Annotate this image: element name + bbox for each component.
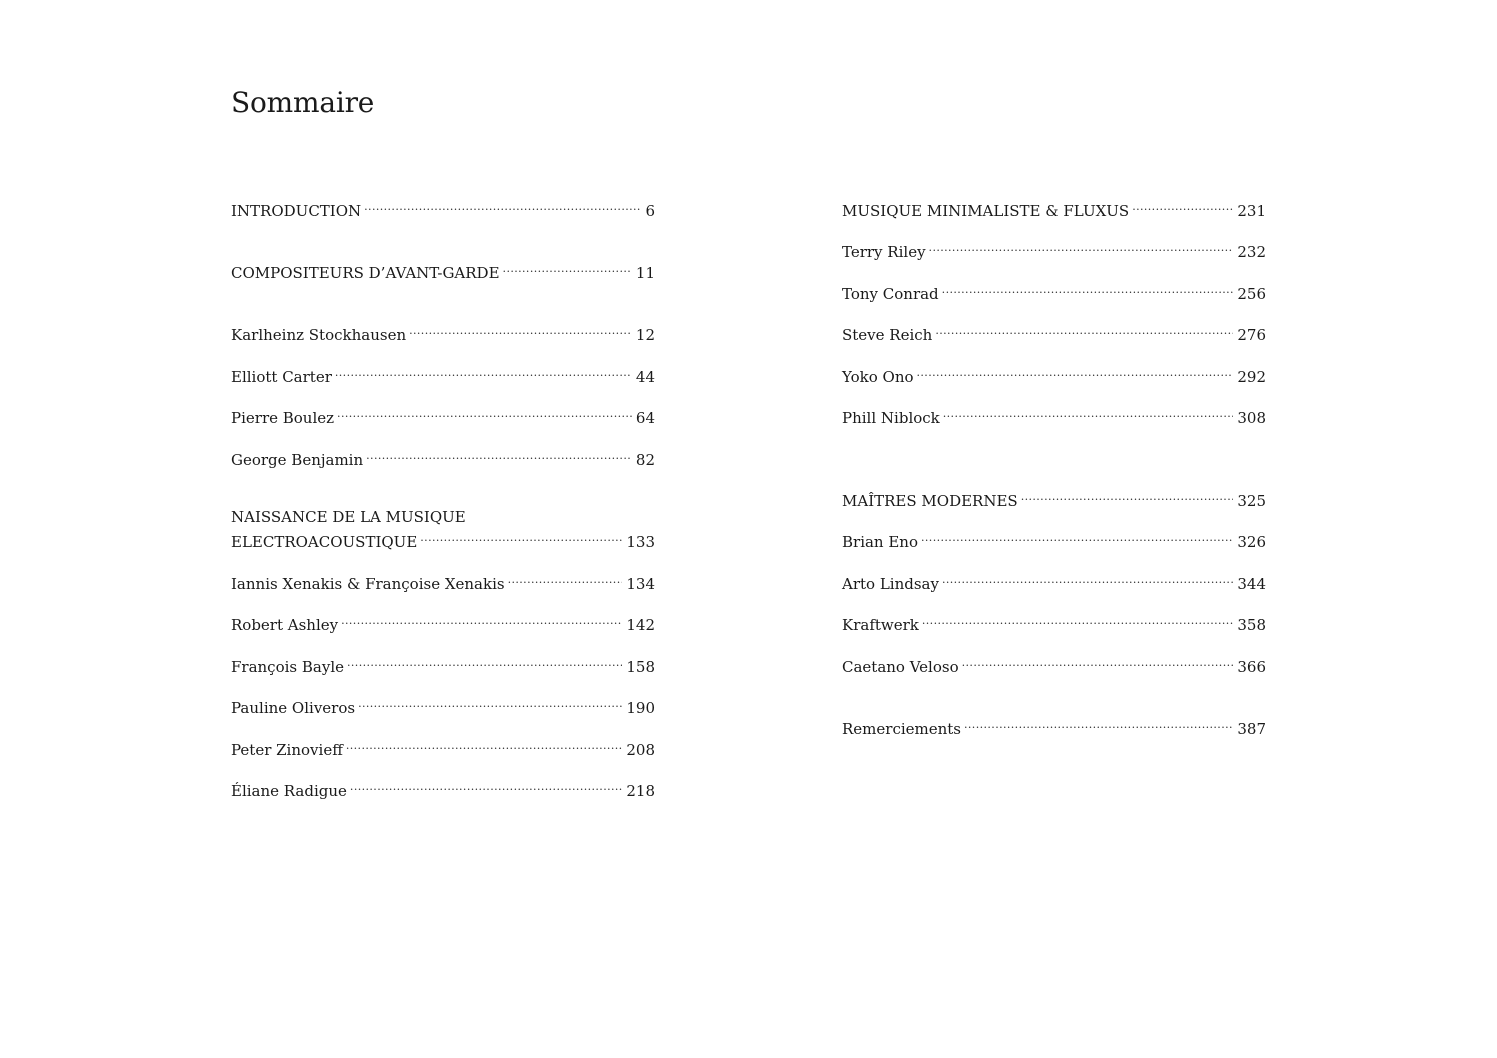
toc-entry-conrad[interactable] (842, 279, 1266, 304)
toc-section-maitres-modernes[interactable] (842, 486, 1266, 511)
toc-entry-page: 366 (1237, 658, 1266, 676)
dot-leader (1021, 486, 1234, 506)
dot-leader (929, 237, 1234, 257)
dot-leader (1132, 196, 1233, 216)
toc-entry-label: Yoko Ono (842, 368, 914, 386)
dot-leader (921, 527, 1233, 547)
toc-entry-label: Karlheinz Stockhausen (231, 326, 407, 344)
toc-entry-lindsay[interactable] (842, 569, 1266, 594)
toc-entry-page: 158 (626, 658, 655, 676)
toc-entry-label: Kraftwerk (842, 616, 919, 634)
dot-leader (350, 776, 622, 796)
toc-entry-label: Peter Zinovieff (231, 741, 343, 759)
toc-entry-ashley[interactable] (231, 610, 655, 635)
toc-entry-stockhausen[interactable] (231, 320, 655, 345)
dot-leader (922, 610, 1233, 630)
toc-entry-label: MAÎTRES MODERNES (842, 492, 1018, 510)
toc-entry-kraftwerk[interactable] (842, 610, 1266, 635)
toc-entry-xenakis[interactable] (231, 569, 655, 594)
toc-entry-page: 256 (1237, 285, 1266, 303)
toc-entry-boulez[interactable] (231, 403, 655, 428)
toc-entry-page: 276 (1237, 326, 1266, 344)
toc-section-compositeurs[interactable] (231, 258, 655, 283)
toc-entry-label: Caetano Veloso (842, 658, 959, 676)
toc-entry-label: Tony Conrad (842, 285, 939, 303)
toc-entry-label-line1: NAISSANCE DE LA MUSIQUE (231, 508, 466, 526)
dot-leader (364, 196, 641, 216)
dot-leader (917, 362, 1234, 382)
page-title: Sommaire (231, 86, 375, 119)
toc-entry-label: ELECTROACOUSTIQUE (231, 533, 418, 551)
toc-entry-label: Pauline Oliveros (231, 699, 356, 717)
toc-entry-page: 134 (626, 575, 655, 593)
toc-entry-eno[interactable] (842, 527, 1266, 552)
toc-entry-niblock[interactable] (842, 403, 1266, 428)
toc-entry-label: Phill Niblock (842, 409, 940, 427)
dot-leader (337, 403, 632, 423)
dot-leader (942, 279, 1234, 299)
toc-entry-page: 11 (635, 264, 655, 282)
toc-entry-label: Steve Reich (842, 326, 933, 344)
dot-leader (503, 258, 632, 278)
toc-entry-page: 64 (635, 409, 655, 427)
toc-entry-page: 133 (626, 533, 655, 551)
toc-entry-page: 208 (626, 741, 655, 759)
toc-entry-page: 358 (1237, 616, 1266, 634)
toc-entry-label: Arto Lindsay (842, 575, 939, 593)
toc-entry-label: Iannis Xenakis & Françoise Xenakis (231, 575, 505, 593)
toc-entry-label: INTRODUCTION (231, 202, 362, 220)
toc-entry-page: 387 (1237, 720, 1266, 738)
toc-entry-veloso[interactable] (842, 652, 1266, 677)
toc-entry-label: COMPOSITEURS D’AVANT-GARDE (231, 264, 500, 282)
toc-entry-radigue[interactable] (231, 776, 655, 801)
toc-entry-label: Terry Riley (842, 243, 926, 261)
toc-entry-riley[interactable] (842, 237, 1266, 262)
toc-entry-page: 325 (1237, 492, 1266, 510)
toc-entry-page: 231 (1237, 202, 1266, 220)
toc-entry-label: Pierre Boulez (231, 409, 335, 427)
dot-leader (942, 569, 1233, 589)
dot-leader (366, 445, 632, 465)
dot-leader (962, 652, 1234, 672)
dot-leader (943, 403, 1234, 423)
toc-entry-remerciements[interactable] (842, 714, 1266, 739)
toc-entry-page: 82 (635, 451, 655, 469)
toc-entry-page: 142 (626, 616, 655, 634)
toc-entry-page: 6 (645, 202, 655, 220)
dot-leader (935, 320, 1233, 340)
toc-entry-ono[interactable] (842, 362, 1266, 387)
toc-entry-introduction[interactable] (231, 196, 655, 221)
dot-leader (358, 693, 622, 713)
toc-entry-page: 44 (635, 368, 655, 386)
toc-entry-page: 344 (1237, 575, 1266, 593)
toc-entry-label: Brian Eno (842, 533, 919, 551)
toc-entry-page: 292 (1237, 368, 1266, 386)
toc-entry-page: 218 (626, 782, 655, 800)
dot-leader (964, 714, 1233, 734)
toc-entry-label: François Bayle (231, 658, 344, 676)
toc-entry-bayle[interactable] (231, 652, 655, 677)
dot-leader (409, 320, 632, 340)
toc-entry-label: Elliott Carter (231, 368, 332, 386)
toc-section-minimaliste[interactable] (842, 196, 1266, 221)
toc-entry-page: 190 (626, 699, 655, 717)
dot-leader (420, 527, 622, 547)
toc-entry-label: MUSIQUE MINIMALISTE & FLUXUS (842, 202, 1130, 220)
toc-section-electroacoustique[interactable] (231, 507, 655, 552)
toc-entry-label: George Benjamin (231, 451, 364, 469)
toc-entry-line2 (231, 527, 655, 552)
toc-entry-carter[interactable] (231, 362, 655, 387)
toc-entry-page: 12 (635, 326, 655, 344)
toc-entry-label: Robert Ashley (231, 616, 339, 634)
toc-entry-label: Remerciements (842, 720, 962, 738)
toc-entry-oliveros[interactable] (231, 693, 655, 718)
dot-leader (341, 610, 622, 630)
dot-leader (335, 362, 632, 382)
dot-leader (508, 569, 623, 589)
toc-entry-page: 232 (1237, 243, 1266, 261)
dot-leader (347, 652, 622, 672)
toc-entry-label: Éliane Radigue (231, 782, 347, 800)
toc-entry-page: 326 (1237, 533, 1266, 551)
toc-entry-reich[interactable] (842, 320, 1266, 345)
toc-entry-page: 308 (1237, 409, 1266, 427)
toc-entry-benjamin[interactable] (231, 445, 655, 470)
dot-leader (346, 735, 623, 755)
toc-entry-zinovieff[interactable] (231, 735, 655, 760)
